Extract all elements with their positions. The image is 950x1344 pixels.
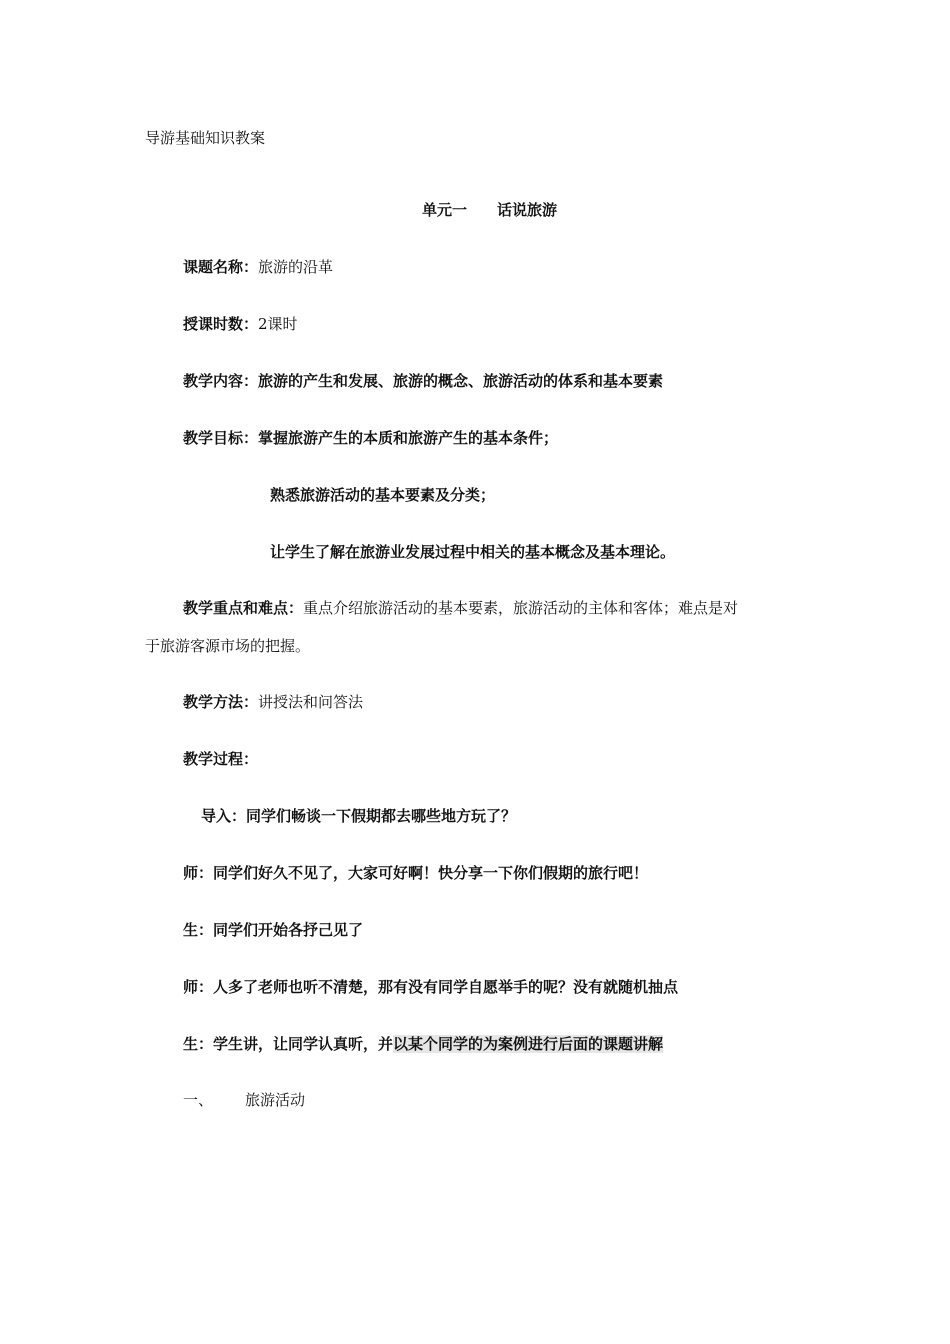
dialogue-student-1: 生：同学们开始各抒己见了 (183, 921, 364, 939)
dialogue-student-2 (183, 1034, 663, 1054)
topic-value: 旅游的沿革 (258, 258, 334, 276)
content-row (183, 371, 663, 391)
content-value: 旅游的产生和发展、旅游的概念、旅游活动的体系和基本要素 (258, 372, 664, 390)
keypoints-row (183, 598, 738, 618)
goal-2: 熟悉旅游活动的基本要素及分类； (270, 486, 496, 504)
section-heading (183, 1090, 305, 1110)
topic-label: 课题名称： (183, 258, 259, 276)
keypoints-value-line1: 重点介绍旅游活动的基本要素，旅游活动的主体和客体；难点是对 (303, 599, 739, 617)
method-row (183, 692, 363, 712)
goal-3: 让学生了解在旅游业发展过程中相关的基本概念及基本理论。 (270, 543, 676, 561)
dialogue-student-2-highlighted: 以某个同学的为案例进行后面的课题讲解 (393, 1035, 664, 1053)
goal-1: 掌握旅游产生的本质和旅游产生的基本条件； (258, 429, 559, 447)
dialogue-teacher-2: 师：人多了老师也听不清楚，那有没有同学自愿举手的呢？没有就随机抽点 (183, 978, 679, 996)
keypoints-value-line2: 于旅游客源市场的把握。 (145, 637, 311, 655)
hours-label: 授课时数： (183, 315, 259, 333)
unit-number: 单元一 (422, 201, 468, 219)
dialogue-teacher-1: 师：同学们好久不见了，大家可好啊！快分享一下你们假期的旅行吧！ (183, 864, 649, 882)
method-label: 教学方法： (183, 693, 259, 711)
hours-row (183, 314, 298, 334)
goals-label: 教学目标： (183, 429, 259, 447)
topic-row (183, 257, 333, 277)
section-title: 旅游活动 (245, 1091, 306, 1109)
section-number: 一、 (183, 1091, 214, 1109)
unit-heading (422, 200, 557, 220)
goals-row (183, 428, 558, 448)
document-title: 导游基础知识教案 (145, 129, 266, 147)
dialogue-student-2-part1: 生：学生讲，让同学认真听，并 (183, 1035, 394, 1053)
content-label: 教学内容： (183, 372, 259, 390)
unit-name: 话说旅游 (497, 201, 558, 219)
keypoints-label: 教学重点和难点： (183, 599, 304, 617)
method-value: 讲授法和问答法 (258, 693, 364, 711)
process-label: 教学过程： (183, 750, 259, 768)
hours-value: 2课时 (258, 315, 298, 333)
process-intro: 导入：同学们畅谈一下假期都去哪些地方玩了？ (201, 807, 517, 825)
